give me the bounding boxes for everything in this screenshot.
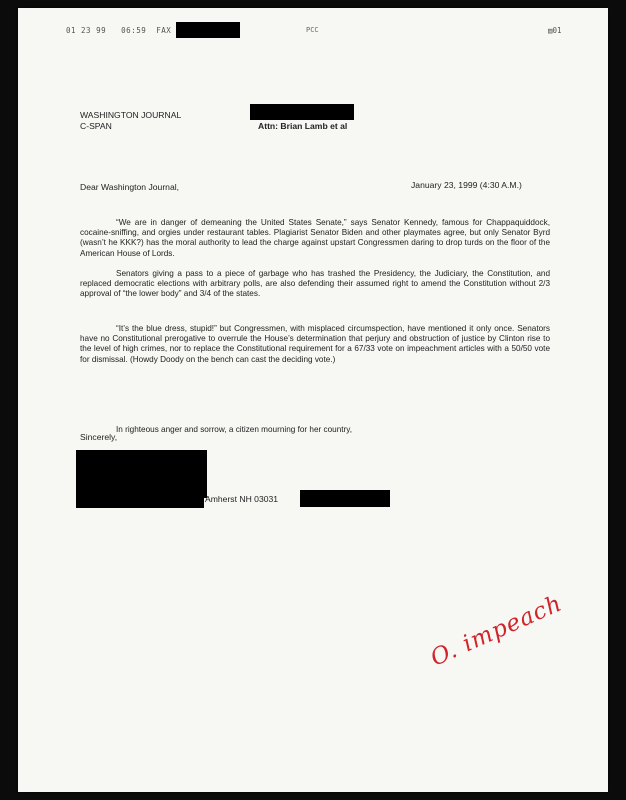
attention-line: Attn: Brian Lamb et al (258, 121, 348, 131)
fax-date: 01 23 99 (66, 26, 107, 35)
redaction-recipient (250, 104, 354, 120)
fax-header (66, 26, 171, 35)
page-icon: ▤ (548, 26, 553, 35)
fax-page-number: ▤01 (548, 26, 562, 35)
fax-label: FAX (156, 26, 172, 35)
recipient-line1: WASHINGTON JOURNAL (80, 110, 182, 120)
fax-page (18, 8, 608, 792)
redaction-street (76, 490, 204, 508)
paragraph-2: Senators giving a pass to a piece of garbage who has trashed the Presidency, the Judiciary, the Constitution, and replaced democratic elections with arbitrary polls, are also defending their assumed right to amend the Constitution without 2/3 approval of “the lower body” and 3/4 of the states. (80, 269, 550, 299)
redaction-phone (300, 490, 390, 507)
paragraph-3: “It’s the blue dress, stupid!” but Congressmen, with misplaced circumspection, have mentioned it only once. Senators have no Constitutional prerogative to overrule the House’s determination that perjury and obstruction of justice by Clinton rise to the level of high crimes, nor to replace the Constitutional requirement for a 67/33 vote on impeachment articles with a 50/50 vote for dismissal. (Howdy Doody on the bench can cast the deciding vote.) (80, 324, 550, 364)
address-town: Amherst NH 03031 (205, 494, 279, 504)
redaction-fax-number (176, 22, 240, 38)
paragraph-1: “We are in danger of demeaning the United States Senate,” says Senator Kennedy, famous for Chappaquiddock, cocaine-sniffing, and orgies under restaurant tables. Plagiarist Senator Biden and other playmates agree, but only Senator Byrd (wasn’t he KKK?) has the moral authority to lead the charge against upstart Congressmen daring to drop turds on the floor of the American House of Lords. (80, 218, 550, 258)
closing: Sincerely, (80, 432, 118, 442)
salutation: Dear Washington Journal, (80, 182, 180, 192)
recipient-line2: C-SPAN (80, 121, 112, 131)
fax-time: 06:59 (121, 26, 147, 35)
paragraph-4: In righteous anger and sorrow, a citizen mourning for her country, (116, 425, 353, 434)
letter-date: January 23, 1999 (4:30 A.M.) (411, 180, 522, 190)
fax-center-code: PCC (306, 26, 319, 34)
handwritten-note: O. impeach (426, 590, 567, 672)
